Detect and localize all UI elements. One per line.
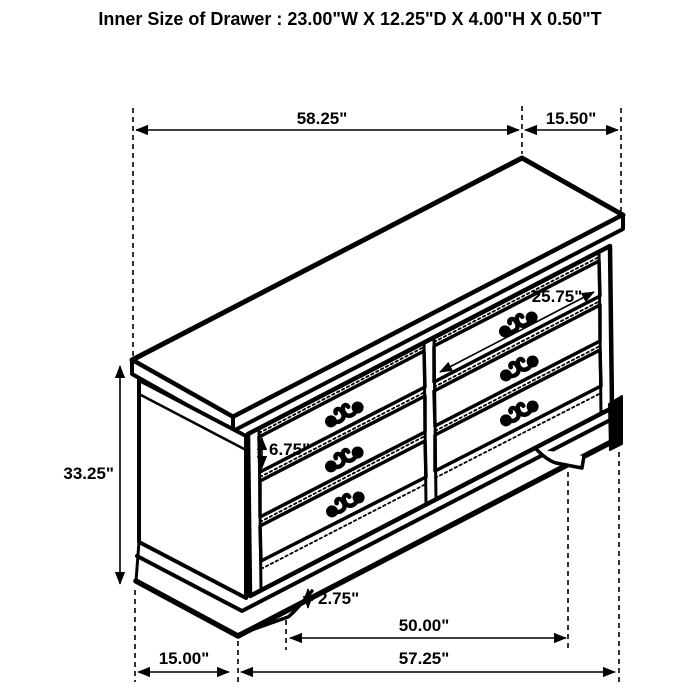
- right-stile-line: [599, 252, 601, 414]
- diagram-title: Inner Size of Drawer : 23.00"W X 12.25"D X 4.00"H X 0.50"T: [98, 9, 602, 29]
- dimension-label-top-depth: 15.50": [545, 109, 597, 128]
- dimension-label-overall-height: 33.25": [63, 464, 114, 483]
- dimension-label-drawer-front-height: 6.75": [269, 440, 311, 459]
- base-left-back-edge: [136, 542, 139, 581]
- dimension-label-bottom-width: 57.25": [398, 649, 450, 668]
- dresser-drawing: [132, 158, 623, 636]
- front-right-bracket-foot: [536, 449, 584, 468]
- dimension-label-top-width: 58.25": [296, 109, 348, 128]
- left-stile-line: [259, 428, 261, 590]
- center-stile-left-line: [424, 342, 426, 504]
- dimension-label-bottom-depth: 15.00": [158, 649, 210, 668]
- center-stile-right-line: [434, 338, 436, 500]
- dimension-label-feet-spacing: 50.00": [398, 616, 450, 635]
- base-right-corner-post: [609, 396, 622, 450]
- dimension-label-foot-height: 2.75": [318, 589, 360, 608]
- dimension-label-drawer-diagonal: 25.75": [531, 287, 583, 306]
